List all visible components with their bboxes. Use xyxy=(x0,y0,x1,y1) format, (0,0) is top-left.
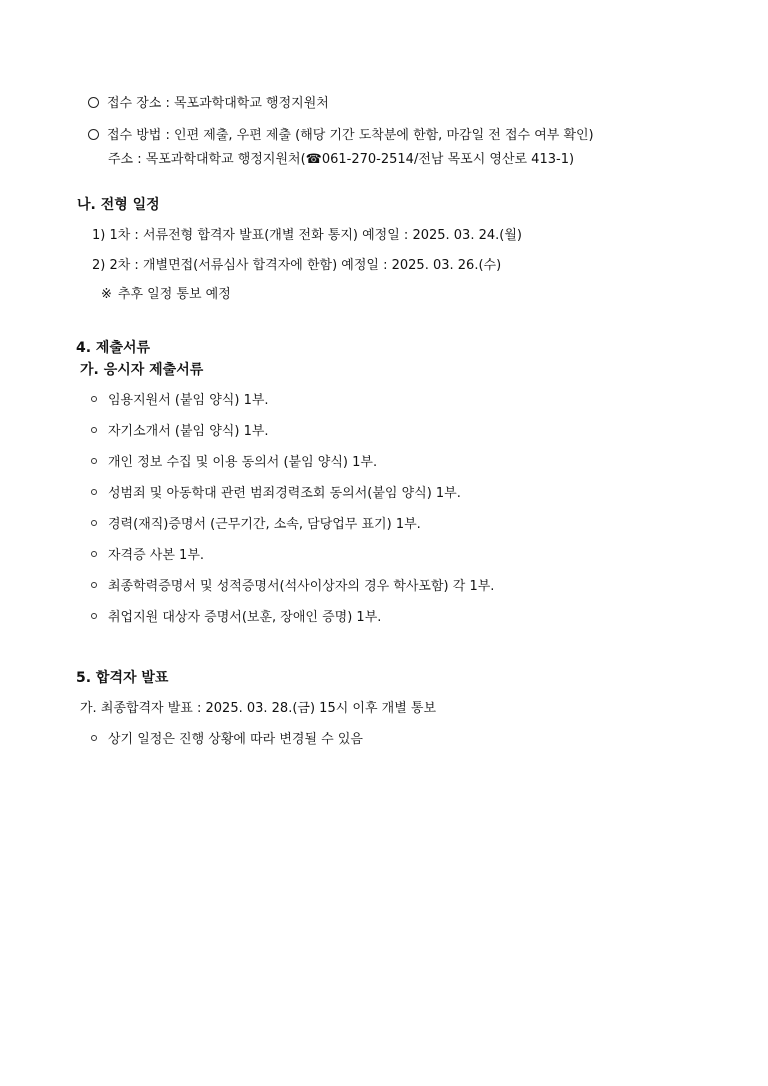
document-item xyxy=(91,454,377,472)
dot-bullet-icon xyxy=(91,735,97,741)
reception-place: 접수 장소 : 목포과학대학교 행정지원처 xyxy=(107,96,329,111)
dot-bullet-icon xyxy=(91,582,97,588)
reception-method: 접수 방법 : 인편 제출, 우편 제출 (해당 기간 도착분에 한함, 마감일 전 접수 여부 확인) xyxy=(107,128,594,143)
document-item xyxy=(91,423,269,441)
schedule-item-2: 2) 2차 : 개별면접(서류심사 합격자에 한함) 예정일 : 2025. 03. 26.(수) xyxy=(92,258,502,273)
dot-bullet-icon xyxy=(91,551,97,557)
schedule-note: 추후 일정 통보 예정 xyxy=(117,287,231,302)
reception-place-line xyxy=(88,95,329,113)
circle-bullet-icon xyxy=(88,97,99,108)
schedule-note-line xyxy=(101,286,231,304)
dot-bullet-icon xyxy=(91,613,97,619)
document-item xyxy=(91,547,204,565)
document-item xyxy=(91,516,421,534)
document-item-text: 경력(재직)증명서 (근무기간, 소속, 담당업무 표기) 1부. xyxy=(108,517,421,532)
dot-bullet-icon xyxy=(91,489,97,495)
document-item xyxy=(91,578,494,596)
document-item xyxy=(91,392,269,410)
dot-bullet-icon xyxy=(91,458,97,464)
document-item xyxy=(91,485,461,503)
result-note: 상기 일정은 진행 상황에 따라 변경될 수 있음 xyxy=(108,732,363,747)
document-item-text: 자기소개서 (붙임 양식) 1부. xyxy=(108,424,269,439)
result-heading: 5. 합격자 발표 xyxy=(76,670,169,686)
result-final: 가. 최종합격자 발표 : 2025. 03. 28.(금) 15시 이후 개별 통보 xyxy=(80,701,437,716)
schedule-heading: 나. 전형 일정 xyxy=(77,197,160,213)
dot-bullet-icon xyxy=(91,520,97,526)
document-item-text: 취업지원 대상자 증명서(보훈, 장애인 증명) 1부. xyxy=(108,610,382,625)
document-item-text: 개인 정보 수집 및 이용 동의서 (붙임 양식) 1부. xyxy=(108,455,378,470)
dot-bullet-icon xyxy=(91,396,97,402)
document-item-text: 임용지원서 (붙임 양식) 1부. xyxy=(108,393,269,408)
document-item-text: 최종학력증명서 및 성적증명서(석사이상자의 경우 학사포함) 각 1부. xyxy=(108,579,495,594)
reception-method-line xyxy=(88,127,594,145)
documents-heading: 4. 제출서류 xyxy=(76,340,151,356)
result-note-line xyxy=(91,731,363,749)
reception-address: 주소 : 목포과학대학교 행정지원처(☎061-270-2514/전남 목포시 영산로 413-1) xyxy=(108,152,575,167)
schedule-item-1: 1) 1차 : 서류전형 합격자 발표(개별 전화 통지) 예정일 : 2025. 03. 24.(월) xyxy=(92,228,522,243)
dot-bullet-icon xyxy=(91,427,97,433)
circle-bullet-icon xyxy=(88,129,99,140)
document-item xyxy=(91,609,381,627)
document-item-text: 성범죄 및 아동학대 관련 범죄경력조회 동의서(붙임 양식) 1부. xyxy=(108,486,461,501)
reference-mark: ※ xyxy=(101,287,112,302)
document-item-text: 자격증 사본 1부. xyxy=(108,548,205,563)
documents-subheading: 가. 응시자 제출서류 xyxy=(80,362,204,378)
